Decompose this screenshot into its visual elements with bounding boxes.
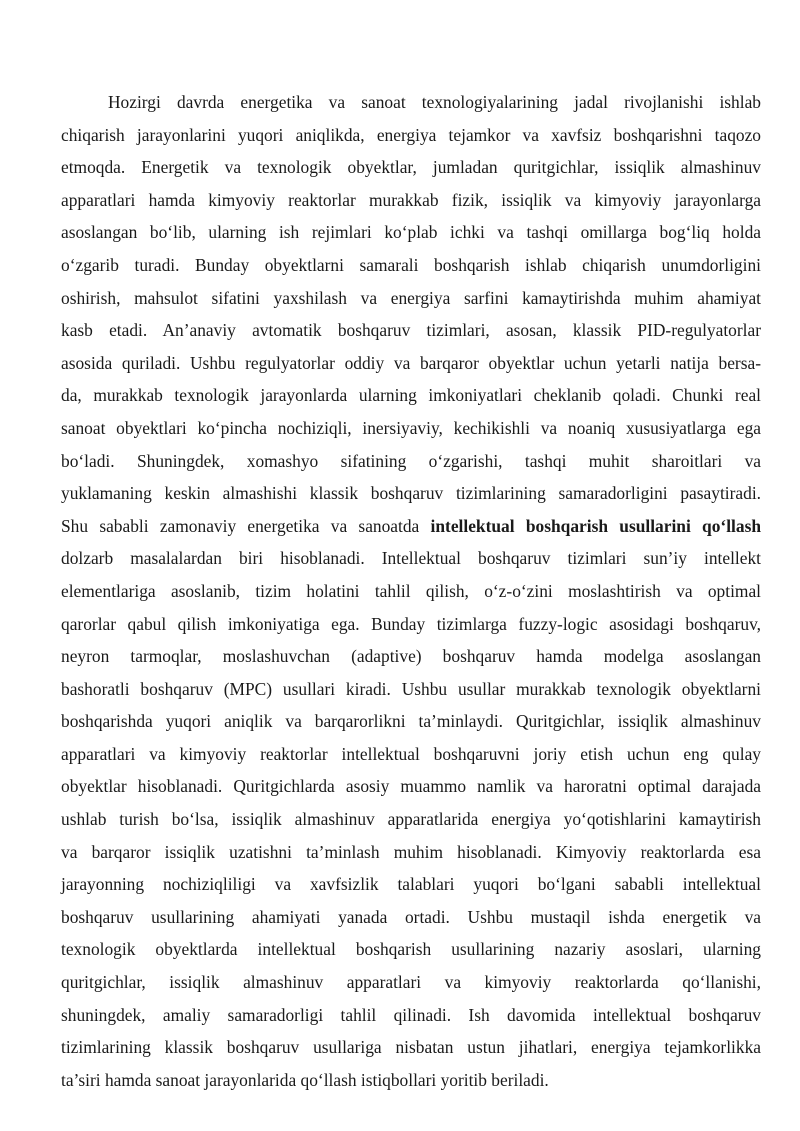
paragraph-line: tizimlarining klassik boshqaruv usullariga nisbatan ustun jihatlari, energiya tejamkorlikka xyxy=(61,1037,761,1058)
paragraph-line: shuningdek, amaliy samaradorligi tahlil qilinadi. Ish davomida intellektual boshqaruv xyxy=(61,1004,761,1025)
paragraph-line: o‘zgarib turadi. Bunday obyektlarni samarali boshqarish ishlab chiqarish unumdorligini xyxy=(61,254,761,275)
paragraph-line-with-emphasis xyxy=(61,510,761,543)
paragraph-line: sanoat obyektlari ko‘pincha nochiziqli, inersiyaviy, kechikishli va noaniq xususiyatlarga ega xyxy=(61,417,761,438)
paragraph-line: jarayonning nochiziqliligi va xavfsizlik talablari yuqori bo‘lgani sababli intellektual xyxy=(61,874,761,895)
paragraph-line: Hozirgi davrda energetika va sanoat texnologiyalarining jadal rivojlanishi ishlab xyxy=(108,92,761,112)
paragraph-line: quritgichlar, issiqlik almashinuv apparatlari va kimyoviy reaktorlarda qo‘llanishi, xyxy=(61,972,761,993)
paragraph-line: qarorlar qabul qilish imkoniyatiga ega. Bunday tizimlarga fuzzy-logic asosidagi boshqaruv, xyxy=(61,613,761,634)
paragraph-line: apparatlari va kimyoviy reaktorlar intellektual boshqaruvni joriy etish uchun eng qulay xyxy=(61,743,761,764)
paragraph-line: texnologik obyektlarda intellektual boshqarish usullarining nazariy asoslari, ularning xyxy=(61,939,761,960)
paragraph-line: elementlariga asoslanib, tizim holatini tahlil qilish, o‘z-o‘zini moslashtirish va optimal xyxy=(61,580,761,601)
paragraph-line: bo‘ladi. Shuningdek, xomashyo sifatining o‘zgarishi, tashqi muhit sharoitlari va xyxy=(61,450,761,471)
paragraph-line: dolzarb masalalardan biri hisoblanadi. Intellektual boshqaruv tizimlari sun’iy intellekt xyxy=(61,548,761,569)
paragraph-line: obyektlar hisoblanadi. Quritgichlarda asosiy muammo namlik va haroratni optimal darajada xyxy=(61,776,761,797)
paragraph-line: yuklamaning keskin almashishi klassik boshqaruv tizimlarining samaradorligini pasaytiradi. xyxy=(61,483,761,504)
line-text: Shu sababli zamonaviy energetika va sanoatda xyxy=(61,515,431,536)
paragraph-line: ta’siri hamda sanoat jarayonlarida qo‘llash istiqbollari yoritib beriladi. xyxy=(61,1069,549,1090)
bold-emphasis: intellektual boshqarish usullarini qo‘llash xyxy=(430,515,762,536)
paragraph-line: boshqaruv usullarining ahamiyati yanada ortadi. Ushbu mustaqil ishda energetik va xyxy=(61,906,761,927)
paragraph-line: bashoratli boshqaruv (MPC) usullari kiradi. Ushbu usullar murakkab texnologik obyektlarni xyxy=(61,678,761,699)
paragraph-line: chiqarish jarayonlarini yuqori aniqlikda, energiya tejamkor va xavfsiz boshqarishni taqozo xyxy=(61,124,761,145)
paragraph-line: apparatlari hamda kimyoviy reaktorlar murakkab fizik, issiqlik va kimyoviy jarayonlarga xyxy=(61,189,761,210)
paragraph-line: boshqarishda yuqori aniqlik va barqarorlikni ta’minlaydi. Quritgichlar, issiqlik almashinuv xyxy=(61,711,761,732)
paragraph-line: kasb etadi. An’anaviy avtomatik boshqaruv tizimlari, asosan, klassik PID-regulyatorlar xyxy=(61,320,761,341)
paragraph-line: ushlab turish bo‘lsa, issiqlik almashinuv apparatlarida energiya yo‘qotishlarini kamaytirish xyxy=(61,809,761,830)
paragraph-line: va barqaror issiqlik uzatishni ta’minlash muhim hisoblanadi. Kimyoviy reaktorlarda esa xyxy=(61,841,761,862)
document-page xyxy=(61,86,761,1096)
paragraph-line: asosida quriladi. Ushbu regulyatorlar oddiy va barqaror obyektlar uchun yetarli natija bersa- xyxy=(61,352,761,373)
paragraph-line: etmoqda. Energetik va texnologik obyektlar, jumladan quritgichlar, issiqlik almashinuv xyxy=(61,157,761,178)
paragraph-line: oshirish, mahsulot sifatini yaxshilash va energiya sarfini kamaytirishda muhim ahamiyat xyxy=(61,287,761,308)
paragraph-line: da, murakkab texnologik jarayonlarda ularning imkoniyatlari cheklanib qoladi. Chunki real xyxy=(61,385,761,406)
paragraph-line: neyron tarmoqlar, moslashuvchan (adaptive) boshqaruv hamda modelga asoslangan xyxy=(61,646,761,667)
paragraph-line: asoslangan bo‘lib, ularning ish rejimlari ko‘plab ichki va tashqi omillarga bog‘liq holda xyxy=(61,222,761,243)
